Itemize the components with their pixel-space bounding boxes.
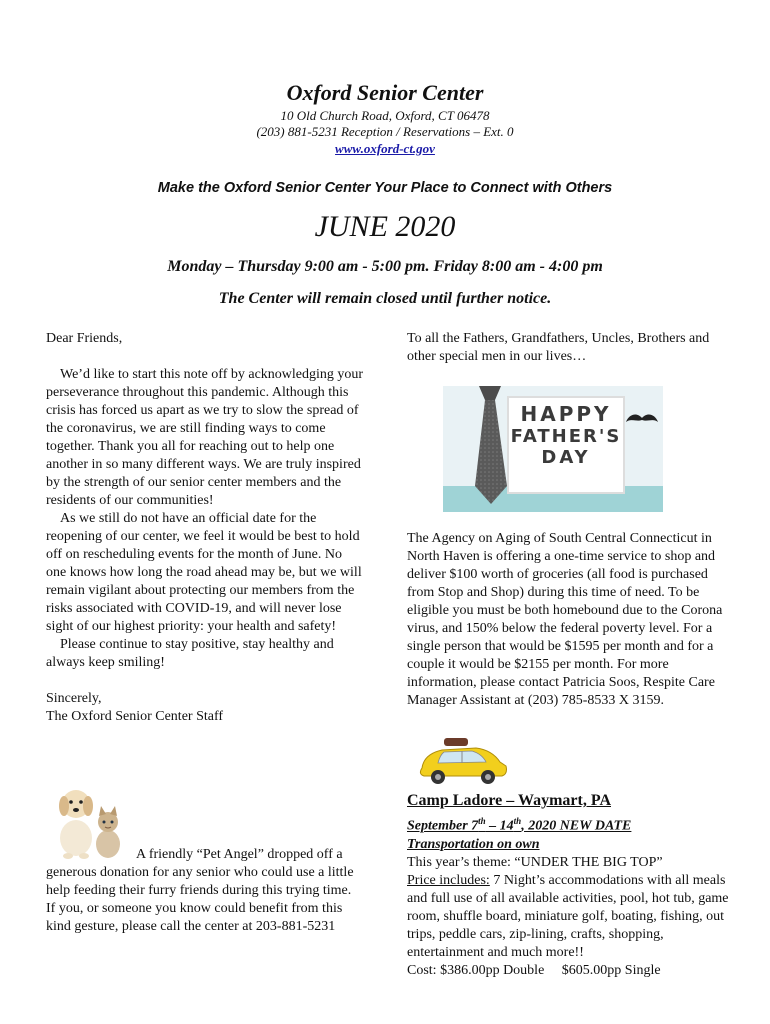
camp-theme: This year’s theme: “UNDER THE BIG TOP”	[407, 854, 663, 870]
camp-heading: Camp Ladore – Waymart, PA	[407, 792, 611, 809]
sign-line-1: HAPPY	[520, 402, 612, 426]
month-title: JUNE 2020	[314, 210, 456, 243]
camp-dates: September 7th – 14th, 2020 NEW DATE	[407, 816, 632, 834]
camp-includes	[407, 872, 737, 962]
sign-line-3: DAY	[541, 447, 591, 468]
camp-cost: Cost: $386.00pp Double $605.00pp Single	[407, 962, 661, 978]
agency-text: The Agency on Aging of South Central Connecticut in North Haven is offering a one-time service to shop and deliver $100 worth of groceries (all food is purchased from Stop and Shop) during this time of need. To be eligible you must be both homebound due to the Corona virus, and 150% below the federal poverty level. For a single person that would be $1595 per month and for a couple it would be $2155 per month. For more information, please contact Patricia Soos, Respite Care Manager Assistant at (203) 785-8533 X 3159.	[407, 531, 723, 708]
sign-line-2: FATHER'S	[510, 426, 622, 447]
letter-paragraph-1: We’d like to start this note off by acknowledging your perseverance throughout this pandemic. Although this crisis has forced us apart as we try to slow the spread of the coronavirus, we are still finding ways to come together. Thank you all for reaching out to help one another in so many different ways. We are truly inspired by the strength of our senior center members and the residents of our communities!	[46, 367, 364, 508]
website-link[interactable]: www.oxford-ct.gov	[335, 141, 435, 156]
letter	[46, 330, 364, 726]
car-icon	[414, 736, 510, 786]
fathers-day-image	[443, 386, 663, 512]
includes-text: 7 Night’s accommodations with all meals and full use of all available activities, pool, hot tub, game room, shuffle board, miniature golf, boating, fishing, out trips, peddle cars, zip-lining, crafts, shopping, entertainment and much more!!	[407, 872, 729, 960]
mustache-icon	[625, 412, 659, 426]
pet-angel-text: A friendly “Pet Angel” dropped off a generous donation for any senior who could use a little help feeding their furry friends during this trying time. If you, or someone you know could benefit from this kind gesture, please call the center at 203-881-5231	[46, 847, 354, 934]
lightbox-sign	[507, 396, 625, 494]
letter-paragraph-2: As we still do not have an official date for the reopening of our center, we feel it would be best to hold off on rescheduling events for the month of June. No one knows how long the road ahead may be, but we will remain vigilant about protecting our members from the risks associated with COVID-19, and will never lose sight of our highest priority: your health and safety!	[46, 511, 362, 634]
camp-ladore	[407, 792, 737, 980]
letter-paragraph-3: Please continue to stay positive, stay healthy and always keep smiling!	[46, 637, 334, 670]
fathers-intro-text: To all the Fathers, Grandfathers, Uncles, Brothers and other special men in our lives…	[407, 331, 710, 364]
center-title: Oxford Senior Center	[286, 80, 484, 105]
phone: (203) 881-5231 Reception / Reservations – Ext. 0	[256, 124, 514, 139]
address: 10 Old Church Road, Oxford, CT 06478	[280, 108, 490, 123]
letter-closing: Sincerely,	[46, 691, 102, 706]
closed-notice: The Center will remain closed until further notice.	[218, 290, 552, 307]
hours: Monday – Thursday 9:00 am - 5:00 pm. Friday 8:00 am - 4:00 pm	[167, 258, 603, 275]
camp-transportation: Transportation on own	[407, 836, 540, 852]
letter-greeting: Dear Friends,	[46, 331, 123, 346]
fathers-intro	[407, 330, 727, 366]
agency-notice	[407, 530, 727, 710]
necktie-icon	[471, 386, 511, 512]
includes-label: Price includes:	[407, 872, 490, 888]
letter-signature: The Oxford Senior Center Staff	[46, 709, 224, 724]
pet-angel-notice	[46, 846, 364, 936]
tagline: Make the Oxford Senior Center Your Place to Connect with Others	[157, 180, 613, 196]
